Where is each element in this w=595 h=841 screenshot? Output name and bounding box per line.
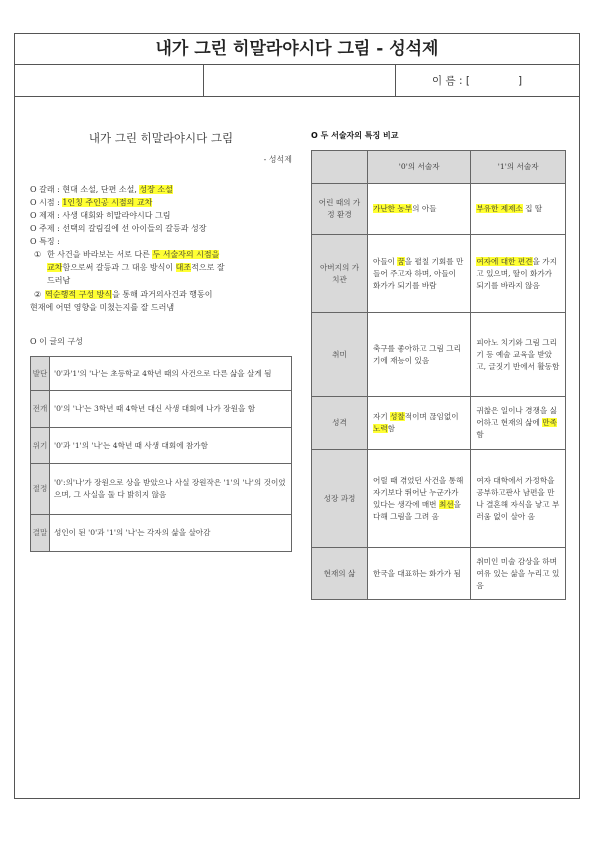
name-field[interactable] xyxy=(396,65,580,96)
stage-label: 발단 xyxy=(31,357,50,391)
highlight: 가난한 농부 xyxy=(373,204,413,213)
highlight: 역순행적 구성 방식 xyxy=(45,290,113,299)
name-label: 이 름 : [ xyxy=(432,75,470,87)
table-row xyxy=(31,391,292,428)
cell-narrator-1: 피아노 치기와 그림 그리기 등 예술 교육을 받았고, 글짓기 반에서 활동함 xyxy=(471,313,566,397)
table-row xyxy=(312,450,566,548)
table-row xyxy=(312,184,566,235)
highlight: 대조 xyxy=(175,263,192,272)
highlight: 부유한 제제소 xyxy=(476,204,523,213)
cell-narrator-1: 여자 대학에서 가정학을 공부하고판사 남편을 만나 결혼해 자식을 낳고 부러움 없이 살아 옴 xyxy=(471,450,566,548)
compare-table xyxy=(311,150,566,600)
highlight: 꿈 xyxy=(397,256,405,266)
essay-author: - 성석제 xyxy=(263,155,292,164)
table-row xyxy=(31,428,292,464)
right-column xyxy=(311,130,566,600)
blank-cell-2 xyxy=(204,65,396,96)
table-row xyxy=(312,397,566,450)
cell-narrator-1: 취미인 미술 감상을 하며 여유 있는 삶을 누리고 있음 xyxy=(471,548,566,600)
stage-text: '0'의 '나'는 3학년 때 4학년 대신 사생 대회에 나가 장원을 함 xyxy=(50,391,292,428)
stage-text: '0'과'1'의 '나'는 초등학교 4학년 때의 사건으로 다른 삶을 살게 됨 xyxy=(50,357,292,391)
row-label: 성격 xyxy=(312,397,368,450)
structure-table xyxy=(30,356,292,552)
name-close-bracket: ] xyxy=(517,75,523,87)
work-info xyxy=(30,183,292,314)
blank-cell-1 xyxy=(14,65,204,96)
highlight: 여자에 대한 편견 xyxy=(476,256,533,266)
stage-text: 성인이 된 '0'과 '1'의 '나'는 각자의 삶을 살아감 xyxy=(50,515,292,552)
highlight: 두 서술자의 시점을 xyxy=(152,250,220,259)
stage-text: '0':의'나'가 장원으로 상을 받았으나 사실 장원작은 '1'의 '나'의 것이었으며, 그 사실을 둘 다 밝히지 않음 xyxy=(50,464,292,515)
info-feature-label: O 특징 : xyxy=(30,237,60,246)
cell-narrator-0: 자기 성찰적이며 끊임없이 노력함 xyxy=(368,397,471,450)
info-material: O 제재 : 사생 대회와 히말라야시다 그림 xyxy=(30,211,171,220)
cell-narrator-0: 가난한 농부의 아들 xyxy=(368,184,471,235)
left-column xyxy=(30,130,292,552)
info-theme: O 주제 : 선택의 갈림길에 선 아이들의 갈등과 성장 xyxy=(30,224,207,233)
cell-narrator-1: 여자에 대한 편견을 가지고 있으며, 딸이 화가가 되기를 바라지 않음 xyxy=(471,235,566,313)
compare-title: O 두 서술자의 특징 비교 xyxy=(311,131,399,140)
cell-narrator-0: 어릴 때 겪었던 사건을 통해 자기보다 뛰어난 누군가가 있다는 생각에 매번 최선을 다해 그림을 그려 옴 xyxy=(368,450,471,548)
table-row xyxy=(31,464,292,515)
highlight: 1인칭 주인공 시점의 교차 xyxy=(62,198,153,207)
table-row xyxy=(31,515,292,552)
highlight: 노력 xyxy=(373,424,388,433)
info-genre: O 갈래 : 현대 소설, 단편 소설, 성장 소설 xyxy=(30,185,173,194)
cell-narrator-0: 한국을 대표하는 화가가 됨 xyxy=(368,548,471,600)
info-viewpoint: O 시점 : 1인칭 주인공 시점의 교차 xyxy=(30,198,153,207)
highlight: 교차 xyxy=(47,263,63,272)
table-row xyxy=(312,548,566,600)
col-header-0: '0'의 서술자 xyxy=(368,151,471,184)
highlight: 만족 xyxy=(542,418,557,427)
page-title: 내가 그린 히말라야시다 그림 - 성석제 xyxy=(155,39,439,59)
cell-narrator-1: 부유한 제제소 집 딸 xyxy=(471,184,566,235)
feature-1: ① 한 사건을 바라보는 서로 다른 두 서술자의 시점을 교차함으로써 갈등과 그 대응 방식이 대조적으로 잘 드러남 xyxy=(34,250,225,285)
row-label: 현재의 삶 xyxy=(312,548,368,600)
stage-label: 결말 xyxy=(31,515,50,552)
table-row xyxy=(31,357,292,391)
stage-label: 전개 xyxy=(31,391,50,428)
essay-title: 내가 그린 히말라야시다 그림 xyxy=(88,131,234,145)
structure-heading: O 이 글의 구성 xyxy=(30,337,83,346)
cell-narrator-1: 귀찮은 일이나 경쟁을 싫어하고 현재의 삶에 만족함 xyxy=(471,397,566,450)
row-label: 어린 때의 가정 환경 xyxy=(312,184,368,235)
highlight: 성장 소설 xyxy=(139,185,173,194)
stage-text: '0'과 '1'의 '나'는 4학년 때 사생 대회에 참가함 xyxy=(50,428,292,464)
header-blank xyxy=(312,151,368,184)
highlight: 최선 xyxy=(438,499,454,509)
col-header-1: '1'의 서술자 xyxy=(471,151,566,184)
stage-label: 절정 xyxy=(31,464,50,515)
row-label: 취미 xyxy=(312,313,368,397)
page-title-box xyxy=(14,33,580,65)
row-label: 성장 과정 xyxy=(312,450,368,548)
table-row xyxy=(312,313,566,397)
row-label: 아버지의 가치관 xyxy=(312,235,368,313)
highlight: 성찰 xyxy=(390,412,405,421)
cell-narrator-0: 아들이 꿈을 펼칠 기회를 만들어 주고자 하며, 아들이 화가가 되기를 바람 xyxy=(368,235,471,313)
table-row xyxy=(312,235,566,313)
cell-narrator-0: 축구를 좋아하고 그림 그리기에 재능이 있음 xyxy=(368,313,471,397)
feature-2: ② 역순행적 구성 방식을 통해 과거의사건과 행동이 현재에 어떤 영향을 미쳤는지를 잘 드러냄 xyxy=(30,290,213,312)
name-row xyxy=(14,65,580,97)
table-header-row xyxy=(312,151,566,184)
stage-label: 위기 xyxy=(31,428,50,464)
